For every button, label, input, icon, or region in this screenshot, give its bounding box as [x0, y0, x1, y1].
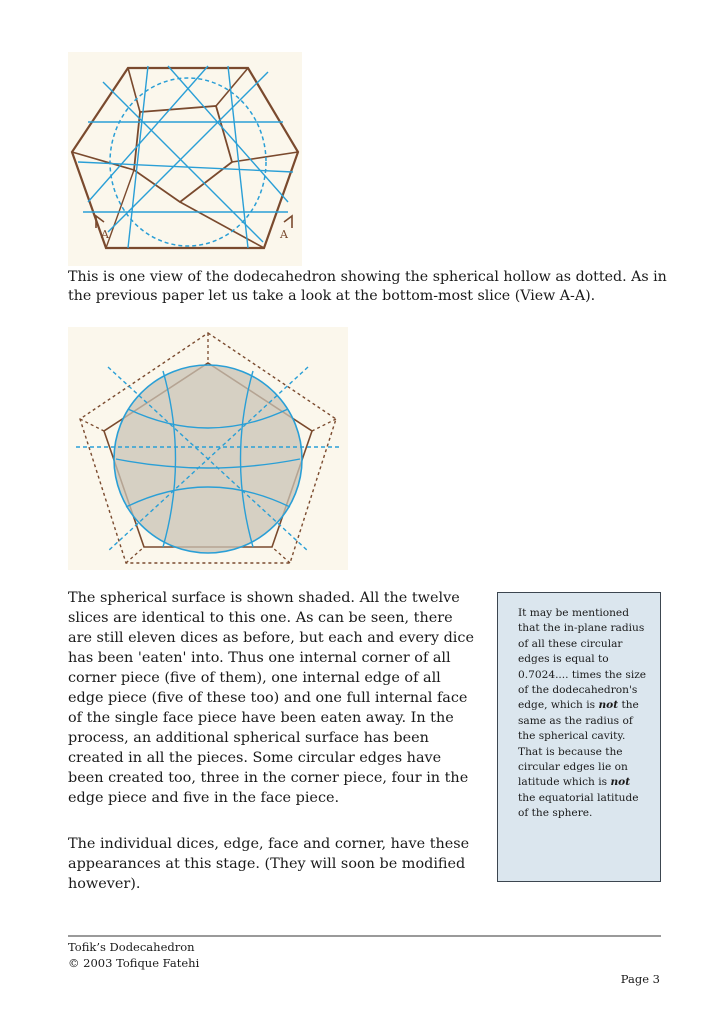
note-text-2: the same as the radius of the spherical cavity. That is because the circular edges lie on latitude which is — [518, 699, 639, 789]
paragraph-intro: This is one view of the dodecahedron showing the spherical hollow as dotted. As in the previous paper let us take a look at the bottom-most slice (View A-A). — [68, 269, 667, 304]
paragraph-dice-appearances: The individual dices, edge, face and corner, have these appearances at this stage. (They will soon be modified however). — [68, 836, 470, 892]
note-emphasis-1: not — [598, 699, 619, 712]
dodecahedron-sketch — [68, 52, 302, 266]
figure-bottom-slice — [68, 327, 348, 570]
sidebar-note-box — [497, 592, 661, 882]
footer-divider — [68, 935, 661, 937]
paragraph-sphere-surface: The spherical surface is shown shaded. All the twelve slices are identical to this one. As can be seen, there are still eleven dices as before, but each and every dice has been 'eaten' into. Thus one internal corner of all corner piece (five of them), one internal edge of all edge piece (five of these too) and one full internal face of the single face piece have been eaten away. In the process, an additional spherical surface has been created in all the pieces. Some circular edges have been created too, three in the corner piece, four in the edge piece and five in the face piece. — [68, 590, 474, 806]
section-label-right: A — [280, 228, 288, 241]
figure-dodecahedron-view — [68, 52, 302, 266]
footer-title: Tofik’s Dodecahedron — [68, 940, 195, 954]
section-label-left: A — [101, 228, 109, 241]
bottom-slice-sketch — [68, 327, 348, 570]
note-text-3: the equatorial latitude of the sphere. — [518, 791, 639, 820]
note-emphasis-2: not — [610, 776, 631, 789]
page-number: Page 3 — [620, 972, 660, 986]
note-text-1: It may be mentioned that the in-plane radius of all these circular edges is equal to 0.7024.... times the size of the dodecahedron's edge, which is — [518, 607, 647, 712]
footer-copyright: © 2003 Tofique Fatehi — [68, 956, 200, 970]
